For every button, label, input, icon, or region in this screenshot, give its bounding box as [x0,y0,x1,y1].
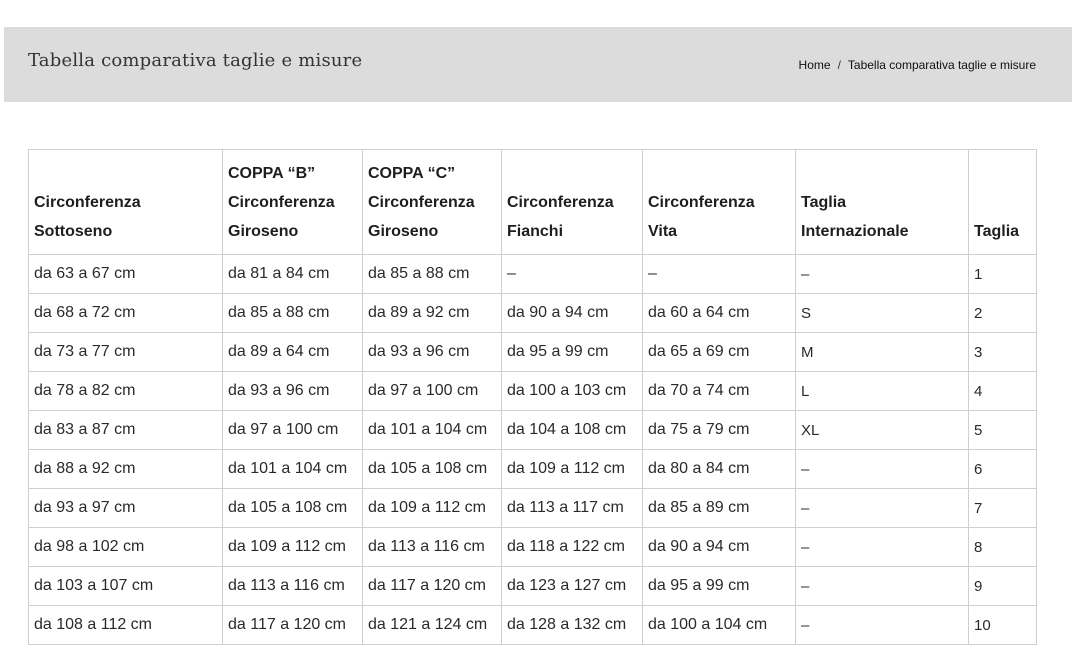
column-header-coppa-b-giroseno [223,150,363,255]
table-row [29,255,1037,294]
page-title-bar [4,27,1072,102]
fianchi-cell: da 128 a 132 cm [502,606,643,645]
page-title: Tabella comparativa taglie e misure [28,50,363,71]
header-line: Circonferenza [228,194,335,211]
header-line: Taglia [801,194,847,211]
table-row [29,567,1037,606]
taglia-internazionale-cell: – [796,450,969,489]
column-header-taglia [969,150,1037,255]
vita-cell: da 95 a 99 cm [643,567,796,606]
coppa-c-cell: da 113 a 116 cm [363,528,502,567]
coppa-c-cell: da 117 a 120 cm [363,567,502,606]
coppa-b-cell: da 89 a 64 cm [223,333,363,372]
header-line: Circonferenza [368,194,475,211]
coppa-c-cell: da 105 a 108 cm [363,450,502,489]
fianchi-cell: – [502,255,643,294]
coppa-b-cell: da 81 a 84 cm [223,255,363,294]
fianchi-cell: da 113 a 117 cm [502,489,643,528]
taglia-cell: 2 [969,294,1037,333]
sottoseno-cell: da 63 a 67 cm [29,255,223,294]
header-line: Giroseno [228,223,299,240]
sottoseno-cell: da 78 a 82 cm [29,372,223,411]
fianchi-cell: da 104 a 108 cm [502,411,643,450]
table-header-row [29,150,1037,255]
sottoseno-cell: da 88 a 92 cm [29,450,223,489]
taglia-cell: 3 [969,333,1037,372]
table-row [29,333,1037,372]
table-row [29,606,1037,645]
sottoseno-cell: da 83 a 87 cm [29,411,223,450]
coppa-c-cell: da 121 a 124 cm [363,606,502,645]
header-line: Internazionale [801,223,909,240]
header-line [34,159,217,188]
coppa-c-cell: da 109 a 112 cm [363,489,502,528]
header-line: Taglia [974,223,1020,240]
table-row [29,294,1037,333]
header-line: COPPA “C” [368,165,456,182]
taglia-internazionale-cell: – [796,489,969,528]
sottoseno-cell: da 98 a 102 cm [29,528,223,567]
vita-cell: da 80 a 84 cm [643,450,796,489]
vita-cell: da 65 a 69 cm [643,333,796,372]
sottoseno-cell: da 103 a 107 cm [29,567,223,606]
taglia-internazionale-cell: S [796,294,969,333]
taglia-internazionale-cell: XL [796,411,969,450]
taglia-cell: 9 [969,567,1037,606]
table-row [29,411,1037,450]
taglia-internazionale-cell: – [796,255,969,294]
header-line [507,159,637,188]
taglia-cell: 5 [969,411,1037,450]
fianchi-cell: da 95 a 99 cm [502,333,643,372]
header-line: Giroseno [368,223,439,240]
column-header-taglia-internazionale [796,150,969,255]
vita-cell: da 60 a 64 cm [643,294,796,333]
breadcrumb [799,58,1036,72]
taglia-cell: 10 [969,606,1037,645]
sottoseno-cell: da 108 a 112 cm [29,606,223,645]
taglia-cell: 7 [969,489,1037,528]
table-row [29,528,1037,567]
vita-cell: da 75 a 79 cm [643,411,796,450]
taglia-internazionale-cell: – [796,606,969,645]
header-line: Fianchi [507,223,564,240]
coppa-b-cell: da 109 a 112 cm [223,528,363,567]
header-line: COPPA “B” [228,165,316,182]
coppa-b-cell: da 105 a 108 cm [223,489,363,528]
vita-cell: – [643,255,796,294]
header-line: Vita [648,223,678,240]
column-header-coppa-c-giroseno [363,150,502,255]
coppa-b-cell: da 85 a 88 cm [223,294,363,333]
fianchi-cell: da 109 a 112 cm [502,450,643,489]
fianchi-cell: da 100 a 103 cm [502,372,643,411]
taglia-internazionale-cell: L [796,372,969,411]
header-line: Circonferenza [507,194,614,211]
sottoseno-cell: da 68 a 72 cm [29,294,223,333]
sottoseno-cell: da 73 a 77 cm [29,333,223,372]
vita-cell: da 100 a 104 cm [643,606,796,645]
taglia-cell: 1 [969,255,1037,294]
taglia-internazionale-cell: M [796,333,969,372]
coppa-b-cell: da 117 a 120 cm [223,606,363,645]
coppa-b-cell: da 97 a 100 cm [223,411,363,450]
column-header-fianchi [502,150,643,255]
coppa-c-cell: da 101 a 104 cm [363,411,502,450]
vita-cell: da 85 a 89 cm [643,489,796,528]
taglia-internazionale-cell: – [796,567,969,606]
fianchi-cell: da 118 a 122 cm [502,528,643,567]
taglia-cell: 6 [969,450,1037,489]
header-line [648,159,790,188]
fianchi-cell: da 90 a 94 cm [502,294,643,333]
table-body [29,255,1037,645]
coppa-b-cell: da 101 a 104 cm [223,450,363,489]
coppa-b-cell: da 93 a 96 cm [223,372,363,411]
size-comparison-table [28,149,1037,645]
sottoseno-cell: da 93 a 97 cm [29,489,223,528]
coppa-b-cell: da 113 a 116 cm [223,567,363,606]
table-row [29,372,1037,411]
fianchi-cell: da 123 a 127 cm [502,567,643,606]
breadcrumb-home-link[interactable]: Home [798,58,831,72]
coppa-c-cell: da 97 a 100 cm [363,372,502,411]
coppa-c-cell: da 93 a 96 cm [363,333,502,372]
header-line [974,159,1031,188]
vita-cell: da 70 a 74 cm [643,372,796,411]
breadcrumb-current: Tabella comparativa taglie e misure [847,58,1036,72]
table-row [29,489,1037,528]
column-header-sottoseno [29,150,223,255]
header-line: Circonferenza [648,194,755,211]
coppa-c-cell: da 85 a 88 cm [363,255,502,294]
header-line [801,159,963,188]
taglia-internazionale-cell: – [796,528,969,567]
taglia-cell: 8 [969,528,1037,567]
header-line: Sottoseno [34,223,113,240]
header-line [974,188,1031,217]
column-header-vita [643,150,796,255]
coppa-c-cell: da 89 a 92 cm [363,294,502,333]
vita-cell: da 90 a 94 cm [643,528,796,567]
breadcrumb-separator: / [837,58,841,72]
header-line: Circonferenza [34,194,141,211]
taglia-cell: 4 [969,372,1037,411]
table-row [29,450,1037,489]
